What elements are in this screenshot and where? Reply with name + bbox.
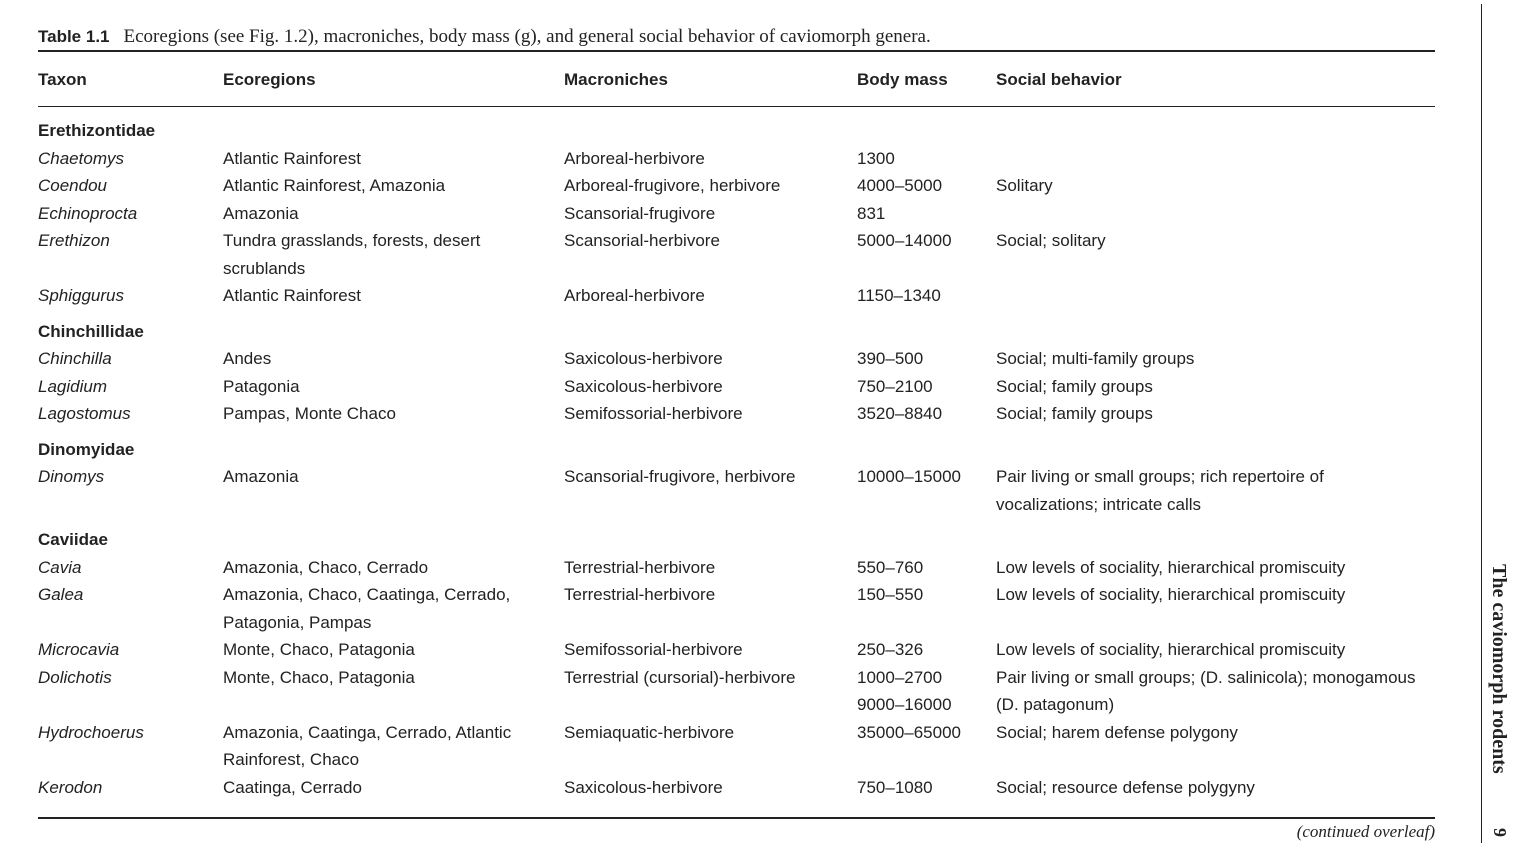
cell-macroniches: Terrestrial (cursorial)-herbivore [564, 667, 796, 687]
cell-body-mass: 390–500 [857, 349, 924, 368]
cell-social-behavior: Low levels of sociality, hierarchical promiscuity [996, 640, 1346, 659]
table-top-rule [38, 50, 1435, 52]
cell-body-mass: 10000–15000 [857, 467, 962, 486]
cell-ecoregions: scrublands [223, 258, 306, 278]
cell-body-mass: 5000–14000 [857, 231, 952, 250]
header-body-mass: Body mass [857, 70, 948, 89]
cell-social-behavior: Social; family groups [996, 376, 1153, 396]
cell-macroniches: Arboreal-herbivore [564, 148, 705, 168]
cell-macroniches: Saxicolous-herbivore [564, 376, 723, 396]
cell-macroniches: Semifossorial-herbivore [564, 404, 743, 423]
cell-ecoregions: Rainforest, Chaco [223, 750, 360, 769]
cell-taxon: Kerodon [38, 777, 103, 797]
cell-macroniches: Saxicolous-herbivore [564, 349, 723, 368]
cell-taxon: Lagostomus [38, 404, 131, 423]
cell-macroniches: Terrestrial-herbivore [564, 585, 716, 604]
family-heading: Chinchillidae [38, 321, 144, 341]
margin-rule [1481, 4, 1482, 843]
cell-ecoregions: Patagonia [223, 376, 300, 396]
cell-taxon: Chaetomys [38, 148, 124, 168]
table-caption-text: Ecoregions (see Fig. 1.2), macroniches, body mass (g), and general social behavior of caviomorph genera. [123, 26, 931, 47]
cell-social-behavior: Social; multi-family groups [996, 349, 1195, 368]
cell-macroniches: Scansorial-frugivore [564, 203, 716, 223]
cell-taxon: Cavia [38, 557, 82, 577]
cell-ecoregions: Patagonia, Pampas [223, 612, 372, 632]
cell-taxon: Echinoprocta [38, 203, 138, 223]
cell-body-mass: 9000–16000 [857, 695, 952, 714]
running-head: The caviomorph rodents [1488, 564, 1510, 774]
cell-ecoregions: Monte, Chaco, Patagonia [223, 640, 415, 659]
cell-body-mass: 150–550 [857, 585, 924, 604]
cell-taxon: Chinchilla [38, 349, 112, 368]
cell-social-behavior: Social; family groups [996, 404, 1153, 423]
cell-body-mass: 750–1080 [857, 777, 933, 797]
table-header-rule [38, 106, 1435, 107]
table-bottom-rule [38, 817, 1435, 819]
cell-body-mass: 1150–1340 [857, 286, 941, 305]
cell-body-mass: 750–2100 [857, 376, 933, 396]
cell-taxon: Dolichotis [38, 667, 112, 687]
cell-ecoregions: Amazonia [223, 467, 299, 486]
table-number: Table 1.1 [38, 27, 110, 46]
cell-taxon: Lagidium [38, 376, 107, 396]
cell-social-behavior: Social; resource defense polygyny [996, 777, 1255, 797]
page-number: 9 [1490, 828, 1510, 837]
cell-macroniches: Saxicolous-herbivore [564, 777, 723, 797]
cell-ecoregions: Andes [223, 349, 272, 368]
cell-body-mass: 4000–5000 [857, 176, 943, 195]
cell-body-mass: 35000–65000 [857, 722, 962, 742]
cell-body-mass: 1300 [857, 148, 895, 168]
family-heading: Erethizontidae [38, 121, 156, 140]
continued-note: (continued overleaf) [1296, 822, 1435, 841]
header-taxon: Taxon [38, 70, 87, 89]
cell-body-mass: 250–326 [857, 640, 924, 659]
cell-taxon: Dinomys [38, 467, 105, 486]
cell-ecoregions: Caatinga, Cerrado [223, 777, 362, 797]
cell-social-behavior: vocalizations; intricate calls [996, 494, 1202, 514]
cell-macroniches: Arboreal-frugivore, herbivore [564, 176, 781, 195]
cell-taxon: Galea [38, 585, 84, 604]
cell-taxon: Microcavia [38, 640, 120, 659]
cell-taxon: Sphiggurus [38, 286, 125, 305]
cell-social-behavior: Low levels of sociality, hierarchical promiscuity [996, 557, 1346, 577]
cell-ecoregions: Tundra grasslands, forests, desert [223, 231, 481, 250]
cell-ecoregions: Monte, Chaco, Patagonia [223, 667, 415, 687]
header-social-behavior: Social behavior [996, 70, 1122, 89]
cell-social-behavior: Pair living or small groups; rich repertoire of [996, 467, 1324, 486]
cell-social-behavior: Solitary [996, 176, 1053, 195]
cell-ecoregions: Atlantic Rainforest [223, 286, 361, 305]
cell-taxon: Coendou [38, 176, 108, 195]
cell-macroniches: Scansorial-herbivore [564, 231, 720, 250]
cell-ecoregions: Atlantic Rainforest, Amazonia [223, 176, 446, 195]
cell-social-behavior: Pair living or small groups; (D. salinicola); monogamous [996, 667, 1416, 687]
cell-social-behavior: Low levels of sociality, hierarchical promiscuity [996, 585, 1346, 604]
family-heading: Dinomyidae [38, 439, 135, 459]
cell-social-behavior: Social; harem defense polygony [996, 722, 1238, 742]
cell-body-mass: 1000–2700 [857, 667, 943, 687]
cell-macroniches: Terrestrial-herbivore [564, 557, 716, 577]
header-macroniches: Macroniches [564, 70, 668, 89]
cell-taxon: Erethizon [38, 231, 110, 250]
cell-ecoregions: Atlantic Rainforest [223, 148, 361, 168]
cell-social-behavior: Social; solitary [996, 231, 1106, 250]
cell-ecoregions: Amazonia, Caatinga, Cerrado, Atlantic [223, 722, 512, 742]
cell-social-behavior: (D. patagonum) [996, 695, 1115, 714]
family-heading: Caviidae [38, 530, 108, 549]
cell-ecoregions: Amazonia [223, 203, 299, 223]
header-ecoregions: Ecoregions [223, 70, 316, 89]
cell-macroniches: Semifossorial-herbivore [564, 640, 743, 659]
table-caption [38, 24, 1438, 49]
cell-body-mass: 550–760 [857, 557, 924, 577]
cell-macroniches: Semiaquatic-herbivore [564, 722, 735, 742]
cell-taxon: Hydrochoerus [38, 722, 144, 742]
cell-ecoregions: Amazonia, Chaco, Caatinga, Cerrado, [223, 585, 511, 604]
cell-ecoregions: Pampas, Monte Chaco [223, 404, 396, 423]
cell-macroniches: Scansorial-frugivore, herbivore [564, 467, 796, 486]
cell-macroniches: Arboreal-herbivore [564, 286, 705, 305]
cell-body-mass: 3520–8840 [857, 404, 943, 423]
cell-body-mass: 831 [857, 203, 886, 223]
cell-ecoregions: Amazonia, Chaco, Cerrado [223, 557, 429, 577]
